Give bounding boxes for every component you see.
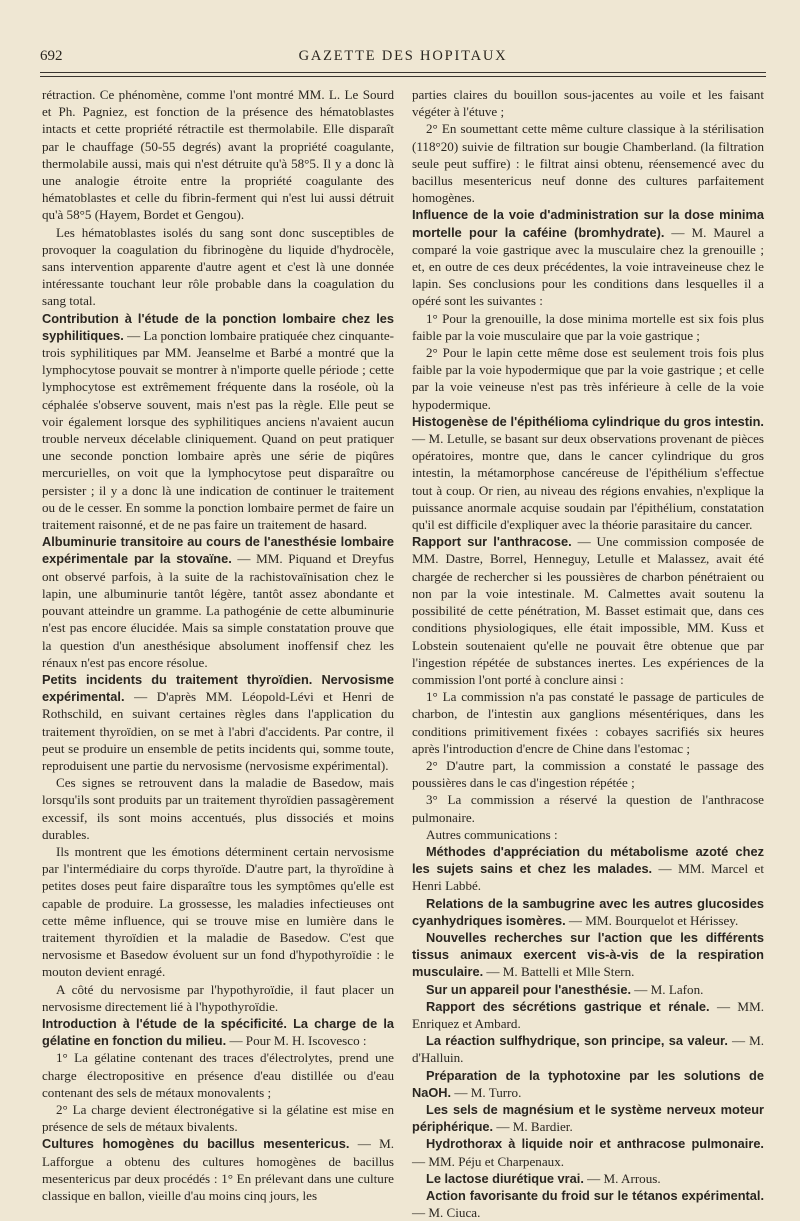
article-heading: Cultures homogènes du bacillus mesentericus.	[42, 1136, 350, 1152]
article-text: — La ponction lombaire pratiquée chez cinquante-trois syphilitiques par MM. Jeanselme et Barbé a montré que la lymphocytose pouvait se montrer à n'importe quelle période ; cette lymphocytose est extrêmement fréquente dans la roséole, où la céphalée s'observe souvent, mais n'est pas la règle. Elle peut se voir également lorsque des syphilitiques anciens n'avaient aucun trouble nerveux décelable cliniquement. Quand on peut pratiquer une seconde ponction lombaire après une série de piqûres mercurielles, on voit que la lymphocytose peut disparaître ou persister ; il y a donc là une indication de continuer le traitement ou de le cesser. En somme la ponction lombaire permet de faire un traitement raisonné, et de ne pas faire un traitement de hasard.	[42, 327, 395, 533]
article-text: — M. Maurel a comparé la voie gastrique avec la musculaire chez la grenouille ; et, en outre de ces deux précédentes, la voie intraveineuse chez le lapin. Ses conclusions pour les conditions dans lesquelles il a opéré sont les suivantes :	[412, 224, 764, 309]
paragraph: Ces signes se retrouvent dans la maladie de Basedow, mais lorsqu'ils sont produits par un traitement thyroïdien passagèrement excessif, ils sont moins accentués, plus dissociés et moins durables.	[42, 775, 394, 842]
article-heading: Albuminurie transitoire au cours de l'anesthésie lombaire expérimentale par la stovaïne.	[42, 534, 394, 567]
paragraph: 3° La commission a réservé la question de l'anthracose pulmonaire.	[412, 792, 764, 825]
page-number: 692	[40, 48, 63, 64]
communication-title: La réaction sulfhydrique, son principe, sa valeur.	[426, 1033, 728, 1049]
communication-authors: — M. d'Halluin.	[412, 1033, 764, 1066]
article-entry	[42, 671, 394, 774]
communication-item	[412, 895, 764, 929]
communication-authors: — M. Bardier.	[496, 1119, 573, 1135]
communication-authors: — M. Turro.	[454, 1084, 522, 1100]
left-column	[42, 86, 395, 1203]
other-communications-heading: Autres communications :	[426, 826, 558, 842]
communication-title: Nouvelles recherches sur l'action que les différents tissus animaux exercent vis-à-vis de la respiration musculaire.	[412, 929, 764, 980]
article-heading: Introduction à l'étude de la spécificité. La charge de la gélatine en fonction du milieu.	[42, 1015, 394, 1049]
article-entry	[42, 1015, 394, 1049]
communication-title: Préparation de la typhotoxine par les solutions de NaOH.	[412, 1067, 764, 1100]
paragraph: rétraction. Ce phénomène, comme l'ont montré MM. L. Le Sourd et Ph. Pagniez, est fonction de la présence des hématoblastes intacts et cette propriété rétractile est thermolabile. Elle disparaît par le chauffage (50-55 degrés) avant la propriété coagulante, thermolabile aussi, mais qui n'est détruite qu'à 58°5. Il y a donc là une analogie étroite entre la propriété coagulante des hématoblastes et celle du fibrin-ferment qui n'est lui aussi détruit qu'à 58°5 (Hayem, Bordet et Gengou).	[42, 87, 394, 223]
communication-item	[412, 1032, 764, 1066]
communication-title: Relations de la sambugrine avec les autres glucosides cyanhydriques isomères.	[412, 895, 764, 928]
paragraph: 1° Pour la grenouille, la dose minima mortelle est six fois plus faible par la voie musculaire que par la voie gastrique ;	[412, 310, 764, 343]
paragraph: parties claires du bouillon sous-jacentes au voile et les faisant végéter à l'étuve ;	[412, 87, 764, 120]
article-text: — M. Lafforgue a obtenu des cultures homogènes de bacillus mesentericus par deux procédés : 1° En prélevant dans une culture classique en ballon, vieille d'au moins cinq jours, les	[42, 1136, 394, 1203]
article-heading: Influence de la voie d'administration sur la dose minima mortelle pour la caféine (bromhydrate).	[412, 207, 764, 240]
paragraph: Les hématoblastes isolés du sang sont donc susceptibles de provoquer la coagulation du fibrinogène du liquide d'hydrocèle, sans intervention apparente d'autre agent et c'est là une donnée intéressante touchant leur rôle probable dans la coagulation du sang total.	[42, 224, 394, 309]
journal-title: GAZETTE DES HOPITAUX	[298, 48, 508, 64]
communication-item	[412, 1135, 764, 1169]
communication-item	[412, 1187, 764, 1221]
communication-title: Les sels de magnésium et le système nerveux moteur périphérique.	[412, 1101, 764, 1135]
article-entry	[42, 1135, 394, 1204]
article-entry	[42, 310, 394, 534]
paragraph: 2° En soumettant cette même culture classique à la stérilisation (118°20) suivie de filtration sur bougie Chamberland. (la filtration seule peut suffire) : le filtrat ainsi obtenu, réensemencé avec du bacillus mesentericus neuf donne des cultures parfaitement homogènes.	[412, 121, 764, 206]
communication-title: Méthodes d'appréciation du métabolisme azoté chez les sujets sains et chez les malades.	[412, 843, 764, 877]
article-entry	[412, 533, 764, 688]
communication-item	[412, 981, 764, 998]
paragraph: 1° La gélatine contenant des traces d'électrolytes, prend une charge électropositive en présence d'eau distillée ou d'eau contenant des sels de métaux monovalents ;	[42, 1050, 394, 1100]
communication-item	[412, 1170, 764, 1187]
communication-authors: — M. Battelli et Mlle Stern.	[486, 964, 635, 980]
communication-authors: — MM. Bourquelot et Hérissey.	[568, 912, 739, 928]
communication-authors: — MM. Péju et Charpenaux.	[412, 1153, 565, 1169]
article-text: — Une commission composée de MM. Dastre, Borrel, Henneguy, Letulle et Malassez, avait été chargée de rechercher si les poussières de charbon pénétraient ou non par la voie intestinale. M. Calmettes avait soutenu la possibilité de cette pénétration, M. Basset estimait que, dans ces conditions physiologiques, elle était impossible, MM. Kuss et Lobstein soutenaient qu'elle ne pouvait être obtenue que par l'ingestion répétée de substances inertes. Les expériences de la commission l'ont porté à conclure ainsi :	[412, 534, 764, 687]
communication-authors: — M. Ciuca.	[412, 1205, 481, 1221]
communication-authors: — MM. Enriquez et Ambard.	[412, 998, 764, 1031]
article-heading: Rapport sur l'anthracose.	[412, 534, 572, 550]
article-heading: Histogenèse de l'épithélioma cylindrique du gros intestin.	[412, 413, 764, 429]
article-text: — MM. Piquand et Dreyfus ont observé parfois, à la suite de la rachistovaïnisation chez le lapin, une albuminurie tantôt légère, tantôt assez abondante et pouvant atteindre un gramme. La pathogénie de cette albuminurie n'est pas encore élucidée. Mais sa simple constatation prouve que la question d'un anesthésique absolument inoffensif chez les rénaux n'est pas encore résolue.	[42, 551, 394, 670]
communication-title: Le lactose diurétique vrai.	[426, 1170, 584, 1186]
article-entry	[412, 413, 764, 533]
other-communications-list	[412, 843, 764, 1221]
article-text: — M. Letulle, se basant sur deux observations provenant de pièces opératoires, montre que, dans le cancer cylindrique du gros intestin, la métamorphose cancéreuse de l'épithélium s'effectue tout à coup. Or rien, au niveau des régions envahies, n'explique la puissance anormale acquise soudain par l'épithélium, constatation qu'il est difficile d'expliquer avec la théorie parasitaire du cancer.	[412, 431, 764, 533]
running-header	[40, 46, 766, 68]
article-text: — Pour M. H. Iscovesco :	[229, 1033, 367, 1049]
header-rule	[40, 72, 766, 73]
communication-item	[412, 843, 764, 895]
paragraph: Ils montrent que les émotions déterminent certain nervosisme par l'intermédiaire du corps thyroïde. D'autre part, la thyroïdine à petites doses peut faire disparaître tous les symptômes qu'elle est capable de produire. La grossesse, les maladies infectieuses ont cette même influence, qui se trouve mise en lumière dans le traitement thyroïdien et la maladie de Basedow. C'est que nervosisme et Basedow évoluent sur un fond d'hypothyroïdie : le mouton devient enragé.	[42, 843, 394, 980]
article-heading: Contribution à l'étude de la ponction lombaire chez les syphilitiques.	[42, 310, 394, 343]
communication-item	[412, 1067, 764, 1101]
communication-authors: — M. Lafon.	[634, 981, 704, 997]
article-entry	[412, 206, 764, 309]
paragraph: 2° La charge devient électronégative si la gélatine est mise en présence de sels de métaux bivalents.	[42, 1101, 394, 1135]
paragraph: 1° La commission n'a pas constaté le passage de particules de charbon, de l'intestin aux ganglions mésentériques, dans les conditions primitivement fixées : cobayes sacrifiés six heures après l'introduction d'encre de Chine dans l'estomac ;	[412, 689, 764, 756]
article-entry	[42, 533, 394, 671]
communication-authors: — M. Arrous.	[587, 1170, 661, 1186]
communication-title: Hydrothorax à liquide noir et anthracose pulmonaire.	[426, 1136, 764, 1152]
paragraph: 2° Pour le lapin cette même dose est seulement trois fois plus faible par la voie hypodermique que par la voie gastrique ; et celle par la voie veineuse n'est pas très inférieure à celle de la voie hypodermique.	[412, 345, 764, 412]
communication-title: Action favorisante du froid sur le tétanos expérimental.	[426, 1188, 764, 1203]
communication-title: Rapport des sécrétions gastrique et rénale.	[426, 998, 710, 1014]
header-rule-thin	[40, 76, 766, 77]
article-text: — D'après MM. Léopold-Lévi et Henri de Rothschild, en suivant certaines règles dans l'application du traitement thyroïdien, on se met à l'abri d'accidents. Par contre, il peut se produire un ensemble de petits incidents qui, somme toute, reproduisent une partie du nervosisme (nervosisme expérimental).	[42, 689, 394, 773]
communication-title: Sur un appareil pour l'anesthésie.	[426, 981, 632, 997]
paragraph: 2° D'autre part, la commission a constaté le passage des poussières dans le cas d'ingestion répétée ;	[412, 757, 764, 791]
communication-item	[412, 1101, 764, 1135]
communication-authors: — MM. Marcel et Henri Labbé.	[412, 861, 764, 894]
communication-item	[412, 998, 764, 1032]
right-column	[412, 86, 764, 1221]
paragraph: A côté du nervosisme par l'hypothyroïdie, il faut placer un nervosisme directement lié à l'hypothyroïdie.	[42, 981, 394, 1014]
communication-item	[412, 929, 764, 981]
article-heading: Petits incidents du traitement thyroïdien. Nervosisme expérimental.	[42, 671, 394, 705]
